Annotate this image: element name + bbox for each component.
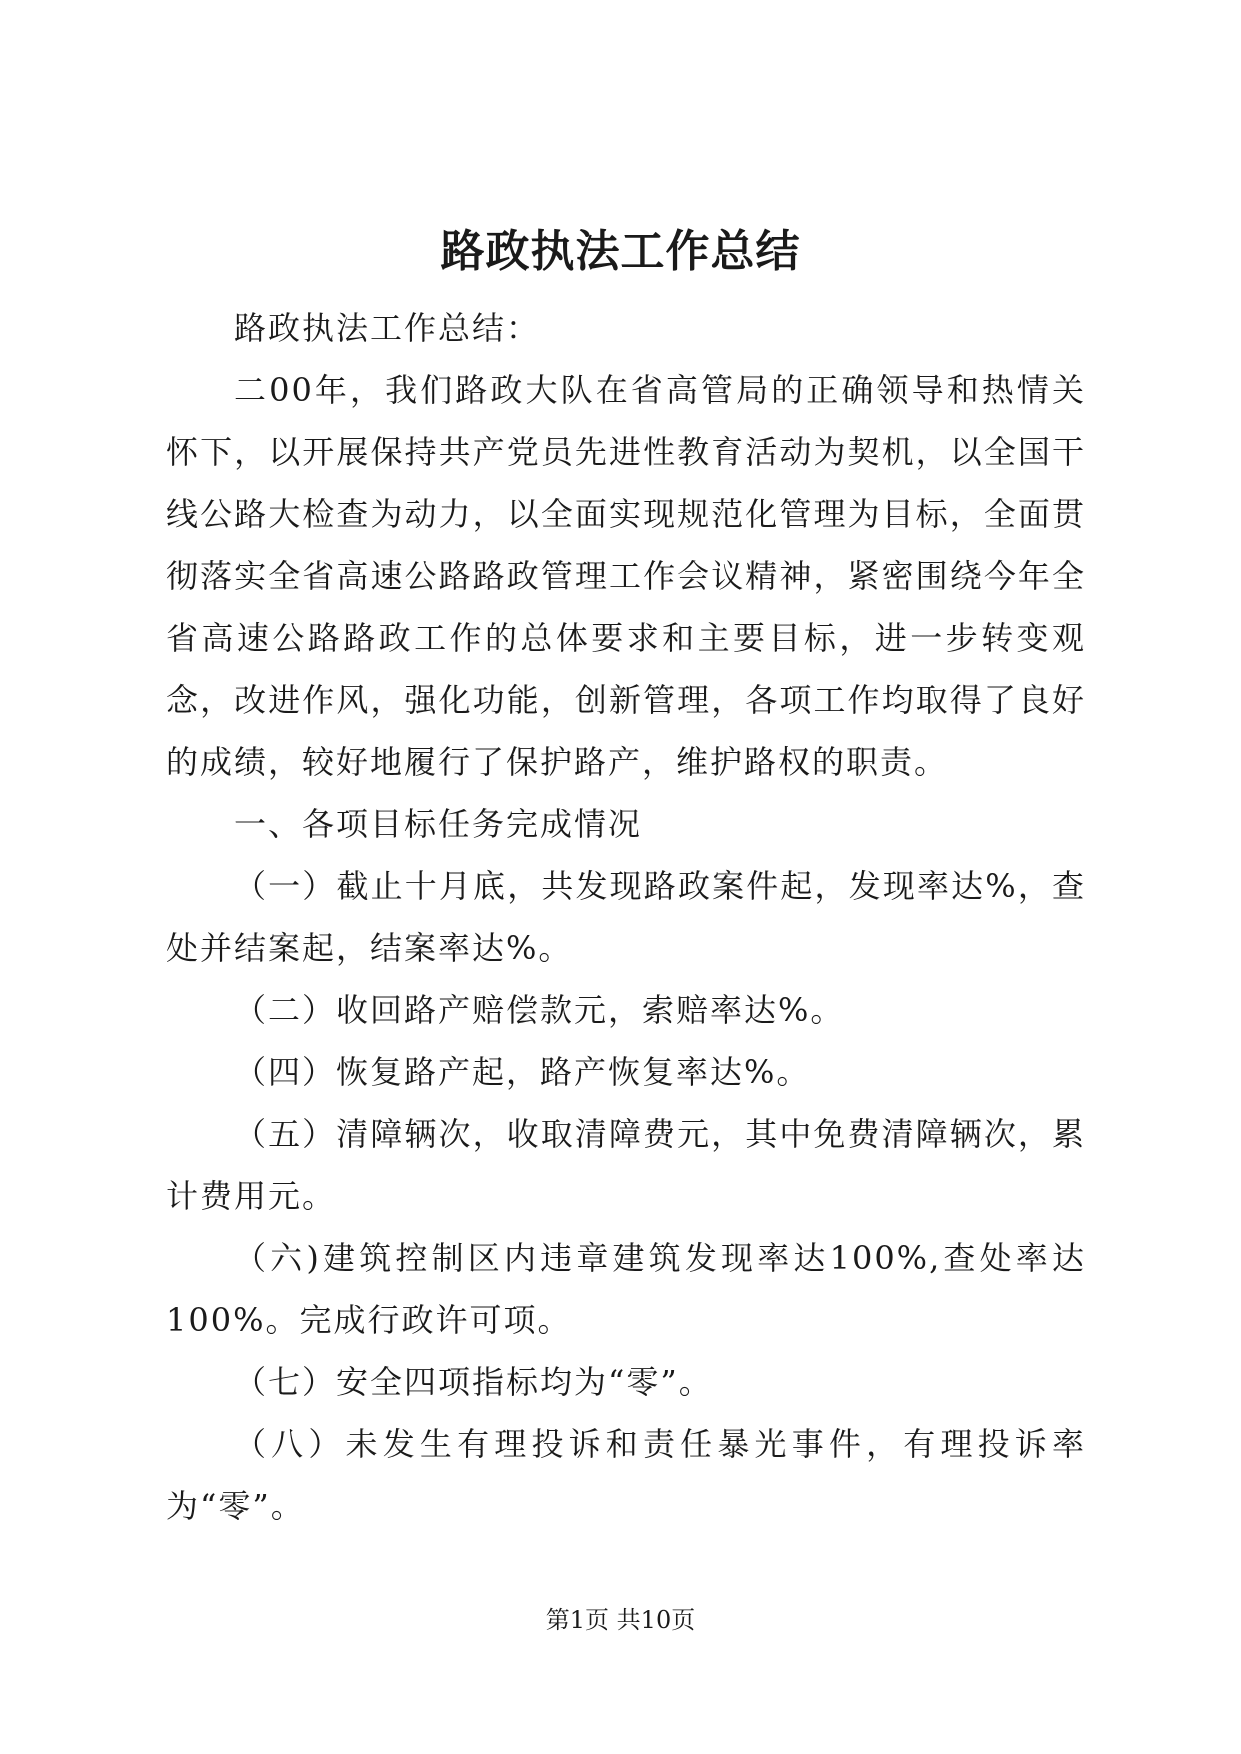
list-item: （二）收回路产赔偿款元，索赔率达%。 — [234, 991, 845, 1029]
list-item: （八）未发生有理投诉和责任暴光事件，有理投诉率为“零”。 — [166, 1425, 1086, 1525]
list-item: （一）截止十月底，共发现路政案件起，发现率达%，查处并结案起，结案率达%。 — [166, 867, 1086, 967]
section-heading: 一、各项目标任务完成情况 — [234, 805, 643, 843]
paragraph-heading: 路政执法工作总结： — [234, 309, 541, 347]
list-item: （七）安全四项指标均为“零”。 — [234, 1363, 713, 1401]
paragraph-intro: 二00年，我们路政大队在省高管局的正确领导和热情关怀下，以开展保持共产党员先进性教育活动为契机，以全国干线公路大检查为动力，以全面实现规范化管理为目标，全面贯彻落实全省高速公路路政管理工作会议精神，紧密围绕今年全省高速公路路政工作的总体要求和主要目标，进一步转变观念，改进作风，强化功能，创新管理，各项工作均取得了良好的成绩，较好地履行了保护路产，维护路权的职责。 — [166, 371, 1086, 781]
document-body — [166, 297, 1086, 1537]
list-item: （六)建筑控制区内违章建筑发现率达100%,查处率达100%。完成行政许可项。 — [166, 1239, 1086, 1339]
list-item: （四）恢复路产起，路产恢复率达%。 — [234, 1053, 811, 1091]
document-title: 路政执法工作总结 — [440, 226, 801, 277]
list-item: （五）清障辆次，收取清障费元，其中免费清障辆次，累计费用元。 — [166, 1115, 1086, 1215]
page-number: 第1页 共10页 — [545, 1606, 696, 1634]
